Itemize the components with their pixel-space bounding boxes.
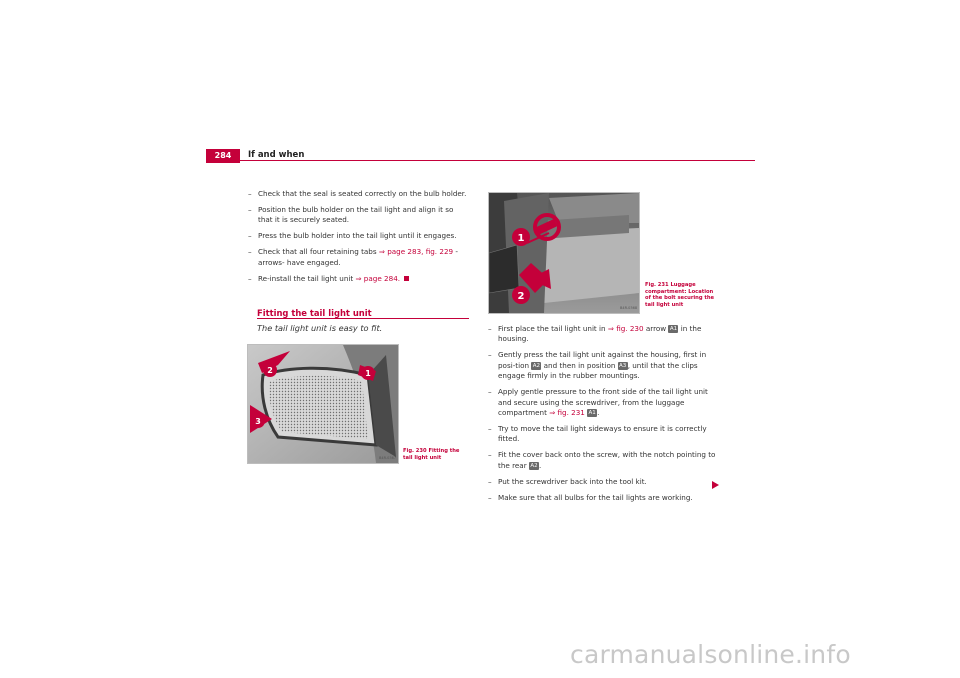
step-item	[488, 424, 716, 445]
step-dash: –	[488, 492, 492, 502]
step-text: arrow	[643, 324, 669, 333]
step-text: and then in position	[541, 360, 618, 370]
step-item	[488, 477, 716, 487]
step-text: Put the screwdriver back into the tool kit.	[498, 476, 647, 486]
figure-230-caption: Fig. 230 Fitting the tail light unit	[403, 448, 460, 461]
callout-badge: A1	[669, 326, 678, 332]
figure-231	[488, 192, 640, 314]
tail-light-illustration	[248, 345, 398, 463]
step-item	[248, 247, 470, 268]
callout-1-label: 1	[517, 233, 525, 244]
chapter-title: If and when	[248, 150, 305, 160]
step-item	[488, 450, 716, 471]
step-text: Apply gentle pressure to the front side of the tail light unit and secure using the screwdriver, from the luggage compartment	[498, 387, 708, 418]
callout-2-label: 2	[267, 366, 273, 375]
step-text: Try to move the tail light sideways to ensure it is correctly fitted.	[498, 424, 707, 444]
step-text: Gently press the tail light unit against the housing, first in posi-tion	[498, 350, 707, 370]
step-item	[488, 387, 716, 418]
end-of-section-icon	[404, 276, 409, 281]
step-text: in the housing.	[498, 324, 702, 344]
watermark: carmanualsonline.info	[570, 640, 851, 669]
callout-2-label: 2	[517, 291, 525, 302]
figure-code: B4R-0367	[379, 456, 397, 460]
step-dash: –	[488, 387, 492, 397]
continue-arrow-icon	[712, 481, 719, 489]
step-dash: –	[488, 476, 492, 486]
step-dash: –	[248, 205, 252, 214]
callout-badge: A3	[619, 362, 627, 369]
section-rule	[257, 318, 469, 319]
step-dash: –	[248, 273, 252, 283]
callout-badge: A1	[588, 410, 596, 417]
callout-badge: A2	[530, 462, 538, 469]
step-item	[488, 350, 716, 381]
callout-badge: A2	[532, 362, 540, 369]
section-title: Fitting the tail light unit	[257, 308, 372, 318]
figure-230	[247, 344, 399, 464]
step-text: Re-install the tail light unit	[258, 273, 356, 283]
step-dash: –	[488, 424, 492, 434]
callout-1-label: 1	[365, 369, 371, 378]
page-reference-link[interactable]: ⇒ page 283, fig. 229	[378, 247, 454, 257]
step-item	[248, 274, 470, 284]
section-subtitle: The tail light unit is easy to fit.	[257, 323, 383, 333]
figure-code: B4R-0368	[620, 306, 638, 310]
step-text: Check that the seal is seated correctly on the bulb holder.	[258, 189, 467, 198]
figure-reference-link[interactable]: ⇒ fig. 230	[607, 324, 644, 333]
step-text: .	[597, 408, 600, 418]
intro-step-list	[248, 189, 470, 290]
step-item	[248, 205, 470, 226]
step-text: Position the bulb holder on the tail light and align it so that it is securely seated.	[258, 205, 454, 225]
figure-reference-link[interactable]: ⇒ fig. 231	[549, 408, 585, 418]
header-rule	[206, 160, 755, 161]
step-dash: –	[248, 231, 252, 241]
page-reference-link[interactable]: ⇒ page 284.	[355, 273, 401, 283]
step-text: Check that all four retaining tabs	[258, 247, 379, 257]
step-dash: –	[488, 450, 492, 460]
step-item	[488, 324, 716, 345]
step-item	[488, 493, 716, 503]
step-item	[248, 189, 470, 199]
step-text: , until that the clips engage firmly in the rubber mountings.	[498, 360, 698, 381]
step-item	[248, 231, 470, 241]
step-text: Press the bulb holder into the tail light until it engages.	[258, 231, 457, 241]
step-text: Fit the cover back onto the screw, with the notch pointing to the rear	[498, 450, 716, 470]
step-text: Make sure that all bulbs for the tail lights are working.	[498, 492, 693, 502]
page-number: 284	[206, 149, 240, 163]
luggage-compartment-illustration	[489, 193, 639, 313]
step-dash: –	[248, 189, 252, 198]
figure-231-caption: Fig. 231 Luggage compartment: Location of the bolt securing the tail light unit	[645, 282, 715, 308]
callout-3-label: 3	[255, 417, 261, 426]
step-dash: –	[248, 247, 252, 257]
step-dash: –	[488, 324, 492, 333]
step-text: -arrows- have engaged.	[258, 247, 458, 267]
step-text: First place the tail light unit in	[498, 324, 608, 333]
step-dash: –	[488, 350, 492, 360]
right-step-list	[488, 324, 716, 509]
step-text: .	[538, 460, 542, 470]
